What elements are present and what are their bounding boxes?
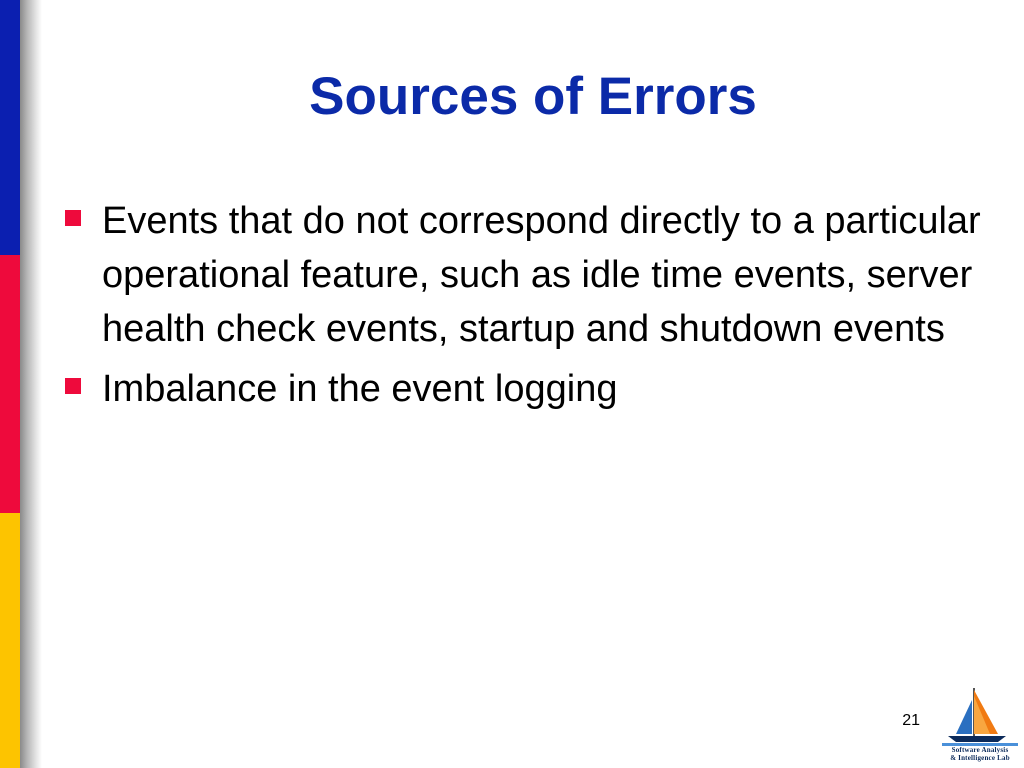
left-stripe-blue	[0, 0, 20, 255]
bullet-text: Events that do not correspond directly to a particular operational feature, such as idle time events, server health check events, startup and shutdown events	[102, 200, 981, 350]
slide-title: Sources of Errors	[309, 67, 757, 126]
stripe-shadow	[20, 0, 42, 768]
bullet-item	[62, 194, 982, 356]
logo-text-line2: & Intelligence Lab	[950, 754, 1010, 762]
square-bullet-icon	[65, 378, 81, 394]
square-bullet-icon	[65, 210, 81, 226]
page-number: 21	[902, 712, 920, 729]
bullet-text: Imbalance in the event logging	[102, 368, 618, 410]
left-stripe-yellow	[0, 513, 20, 768]
sailboat-logo-icon	[940, 686, 1020, 746]
bullet-item	[62, 362, 982, 416]
left-stripe-red	[0, 255, 20, 513]
lab-logo	[940, 686, 1020, 764]
logo-text-line1: Software Analysis	[951, 746, 1009, 754]
bullet-list	[62, 194, 982, 422]
